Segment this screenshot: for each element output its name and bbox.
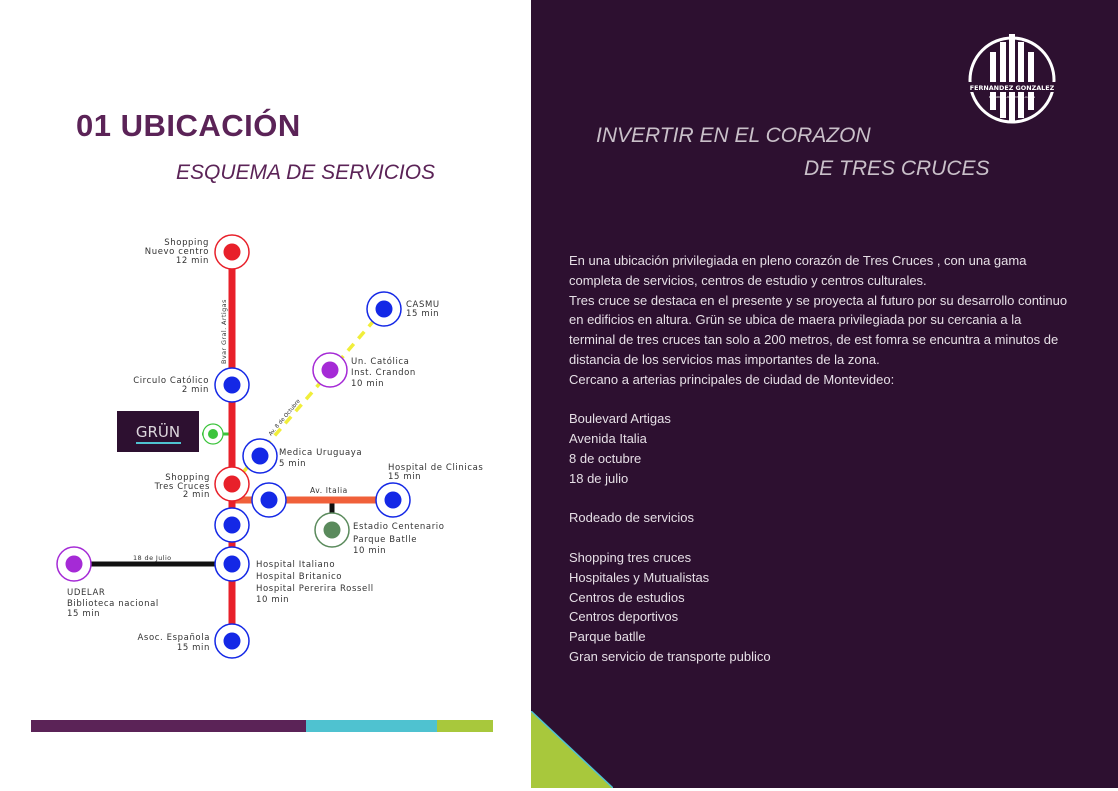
servicio-item: Gran servicio de transporte publico <box>569 648 771 664</box>
fernandez-gonzalez-logo <box>966 30 1058 130</box>
right-title-line1: INVERTIR EN EL CORAZON <box>596 124 871 147</box>
label-shopping-tres-1: Shopping <box>165 473 210 483</box>
corner-accent-triangle <box>531 711 613 788</box>
street-label-18-julio: 18 de Julio <box>133 554 172 562</box>
label-casmu-2: 15 min <box>406 309 440 319</box>
station-udelar <box>57 547 91 581</box>
rodeado-heading: Rodeado de servicios <box>569 510 695 526</box>
grun-logo-text: GRÜN <box>135 423 181 441</box>
station-grun <box>203 424 223 444</box>
station-shopping-nuevo-centro <box>215 235 249 269</box>
label-asoc-2: 15 min <box>176 643 210 653</box>
paragraph-intro: En una ubicación privilegiada en pleno corazón de Tres Cruces , con una gama completa de servicios, centros de estudio y centros culturales. <box>569 253 1027 288</box>
accent-bar-purple <box>31 720 306 732</box>
page-subtitle: ESQUEMA DE SERVICIOS <box>176 161 436 184</box>
label-hospital-2: Hospital Britanico <box>256 572 343 582</box>
station-asoc-espanola <box>215 624 249 658</box>
paragraph-description: Tres cruce se destaca en el presente y se proyecta al futuro por su desarrollo continuo en edificios en altura. Grün se ubica de maera privilegiada por su cercania a la terminal de tres cruces tan solo a 200 metros, de est fomra se encuntra a minutos de distancia de los servicios mas importantes de la zona. <box>569 292 1068 367</box>
label-udelar-2: Biblioteca nacional <box>67 599 159 609</box>
label-clinicas-2: 15 min <box>388 472 422 482</box>
label-catolica-3: 10 min <box>351 379 385 389</box>
servicio-item: Shopping tres cruces <box>569 549 692 565</box>
station-circulo-catolico <box>215 368 249 402</box>
label-hospital-4: 10 min <box>256 595 290 605</box>
label-shopping-nuevo-2: Nuevo centro <box>144 247 209 257</box>
label-shopping-nuevo-3: 12 min <box>175 256 209 266</box>
accent-bar-lime <box>437 720 493 732</box>
servicio-item: Centros deportivos <box>569 609 679 625</box>
label-casmu-1: CASMU <box>406 300 440 310</box>
station-hospital-italiano <box>215 547 249 581</box>
servicio-item: Parque batlle <box>569 629 646 645</box>
station-shopping-tres-cruces <box>215 467 249 501</box>
logo-text: FERNANDEZ GONZALEZ <box>969 84 1055 92</box>
arteria-item: Boulevard Artigas <box>569 411 671 427</box>
left-panel <box>0 0 531 791</box>
right-title-line2: DE TRES CRUCES <box>804 157 990 180</box>
label-estadio-2: Parque Batlle <box>353 535 418 545</box>
label-udelar-3: 15 min <box>67 609 101 619</box>
right-body-text <box>569 251 1069 667</box>
label-estadio-3: 10 min <box>353 546 387 556</box>
label-medica-2: 5 min <box>279 459 307 469</box>
label-circulo-2: 2 min <box>181 385 209 395</box>
accent-bars <box>31 720 493 732</box>
station-medica-uruguaya <box>243 439 277 473</box>
label-catolica-1: Un. Católica <box>351 357 410 367</box>
station-estadio-centenario <box>315 513 349 547</box>
street-label-8-octubre: Av. 8 de Octubre <box>267 398 302 438</box>
label-circulo-1: Circulo Católico <box>133 376 209 386</box>
servicio-item: Centros de estudios <box>569 589 685 605</box>
label-shopping-tres-3: 2 min <box>182 490 210 500</box>
label-asoc-1: Asoc. Española <box>137 633 210 643</box>
accent-bar-teal <box>306 720 437 732</box>
arteria-item: Avenida Italia <box>569 431 647 447</box>
servicio-item: Hospitales y Mutualistas <box>569 569 710 585</box>
grun-logo-box <box>117 411 199 452</box>
label-estadio-1: Estadio Centenario <box>353 522 445 532</box>
label-shopping-tres-2: Tres Cruces <box>154 482 210 492</box>
label-shopping-nuevo-1: Shopping <box>164 238 209 248</box>
station-red-line-mid <box>215 508 249 542</box>
street-label-artigas: Bvar Gral. Artigas <box>220 299 228 364</box>
label-catolica-2: Inst. Crandon <box>351 368 416 378</box>
paragraph-arterias-intro: Cercano a arterias principales de ciudad de Montevideo: <box>569 371 895 387</box>
arteria-item: 18 de julio <box>569 470 629 486</box>
label-hospital-1: Hospital Italiano <box>256 560 336 570</box>
street-label-italia: Av. Italia <box>310 486 348 495</box>
station-casmu <box>367 292 401 326</box>
station-un-catolica <box>313 353 347 387</box>
arteria-item: 8 de octubre <box>569 450 642 466</box>
label-hospital-3: Hospital Pererira Rossell <box>256 584 374 594</box>
logo-subtext: DESARROLLOS INMOBILIARIOS <box>988 95 1036 99</box>
station-av-italia <box>252 483 286 517</box>
label-medica-1: Medica Uruguaya <box>279 448 363 458</box>
services-diagram <box>0 0 531 700</box>
label-udelar-1: UDELAR <box>67 588 106 598</box>
station-hospital-clinicas <box>376 483 410 517</box>
page-title: 01 UBICACIÓN <box>76 108 301 143</box>
label-clinicas-1: Hospital de Clinicas <box>388 463 484 473</box>
